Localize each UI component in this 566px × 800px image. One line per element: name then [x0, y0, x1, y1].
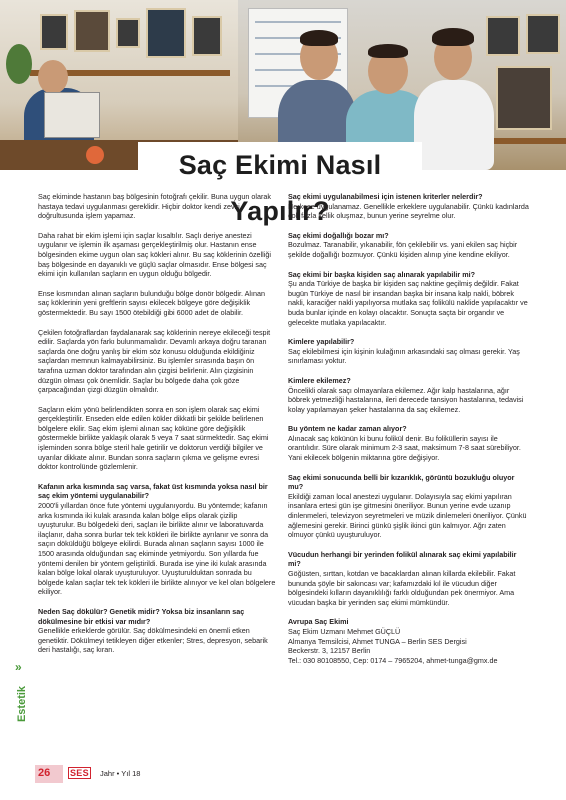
answer-text: Şu anda Türkiye de başka bir kişiden saç naktine geçilmiş değildir. Fakat bugün Türkiye de nasıl bir insandan başka bir insana kalp nakli, böbrek nakli, karaciğer nakli yapılıyorsa mutlaka saç folikülü naklide yapılacaktır ve buda bunlar içinde en kolayı olacaktır. Sonuçta saçta bir organdır ve gelecekte mutlaka yapılacaktır.: [288, 279, 528, 327]
answer-text: Genellikle erkeklerde görülür. Saç dökülmesindeki en önemli etken genetiktir. Dökülmeyi tetikleyen diğer etkenler; Stres, depresyon, sebarik deri hastalığı, saç kıran.: [38, 626, 268, 655]
qa-block: [288, 231, 530, 260]
magazine-logo: [68, 768, 91, 778]
answer-text: 2000'li yıllardan önce fute yöntemi uygulanıyordu. Bu yöntemde; kafanın arka kısmında iki kulak arasında kalan bölge elips olarak çizilip uyuşturulur. Bu bölgedeki deri, saçları ile birlikte alınır ve laboratuvarda ilaçlanır, daha sonra burlar tek tek kökleri ile birlikte ayrılanır ve sonra da saçın döküldüğü bölgeye ekilirdi. Burada alınan saçların sayısı 1000 ile 1500 arasında olduğundan saç ekiminde yetmiyordu. Son yıllarda fue yöntemi denilen bir yöntem geliştirildi. Burada ise yine iki kulak arasında kalan bölge lokal olarak uyuşturuluyor. Uyuşturulduktan sonrada bu bölgede kalan saçlar tek tek kökleri ile birlikte alınıyor ve kel olan bölgelere ekiliyor.: [38, 501, 276, 597]
qa-block: [288, 376, 530, 414]
answer-text: Göğüsten, sırttan, kotdan ve bacaklardan alınan killarda ekilebilir. Fakat bununda şöyle bir sakıncası var; kafamızdaki kıl ile vücudun diğer bölgesindeki kılların dayanıklılığı farklı olduğundan pek önermiyor. Ama vücudan başka bir yerinden saç ekimi mümkündür.: [288, 569, 516, 607]
answer-text: Alınacak saç kökünün ki bunu folikül denir. Bu foliküllerin sayısı ile orantılıdır. Süre olarak minimum 2-3 saat, maksimum 7-8 saat sürebiliyor. Yani ekilecek bölgenin miktarına göre değişiyor.: [288, 433, 521, 463]
qa-block: [38, 607, 276, 655]
question-heading: Saç ekimi doğallığı bozar mı?: [288, 230, 389, 240]
question-heading: Saç ekimi bir başka kişiden saç alınarak yapılabilir mi?: [288, 269, 475, 279]
paragraph: Saçların ekim yönü belirlendikten sonra en son işlem olarak saç ekimi gerçekleştirilir. Enseden elde edilen kökler dikkatli bir şekilde belirlenen bölgelere ekilir. Saç ekim işlemi alınan saç köküne göre değişiklik göstermekle birlikte yaklaşık olarak 5 veya 7 saat sürmektedir. Saç ekimi işleminden sonra bölge steril hale getirilir ve doktorun verdiği bilgiler ve uyarılar dikkate alınır. Bundan sonra saçların çıkma ve gelişme evresi doktor kontrolünde gözlemlenir.: [38, 404, 269, 472]
paragraph: Ense kısmından alınan saçların bulunduğu bölge donör bölgedir. Alınan saç köklerinin yeni greftlerin sayısı ekilecek bölgeye göre değişiklik göstermektedir. Bu sayı 1500 ötebildiği gibi 6000 adet de olabilir.: [38, 288, 265, 317]
answer-text: Herkese uygulanamaz. Genellikle erkeklere uygulanabilir. Çünkü kadınlarda çok fazla kellik oluşmaz, bunun yerine seyrelme olur.: [288, 201, 529, 221]
question-heading: Kimlere yapılabilir?: [288, 337, 355, 347]
author-line: Avrupa Saç Ekimi: [288, 617, 349, 627]
qa-block: [288, 270, 530, 328]
author-line: Almanya Temsilcisi, Ahmet TUNGA – Berlin SES Dergisi: [288, 636, 467, 646]
section-label: Estetik: [16, 685, 28, 723]
page-footer: [0, 762, 566, 800]
qa-block: [288, 337, 530, 366]
question-heading: Kafanın arka kısmında saç varsa, fakat üst kısmında yoksa nasıl bir saç ekim yöntemi uygulanabilir?: [38, 481, 268, 501]
author-line: Beckerstr. 3, 12157 Berlin: [288, 646, 371, 656]
qa-block: [38, 482, 276, 597]
qa-block: [288, 192, 530, 221]
answer-text: Ekildiği zaman local anestezi uygulanır. Dolayısıyla saç ekimi yapılıran insanlara ertesi gün işe gitmesini öneriliyor. Bunun yerine evde uzanıp dinlenmeleri, televizyon seyretmeleri ve müzik dinlemeleri öneriliyor. Çünkü ağlemesini gerekir. Birinci günkü şişlik ikinci gün kalmıyor. Ağrı zaten olmuyor çünkü uyuşturuluyor.: [288, 491, 527, 540]
left-column: [38, 192, 276, 665]
question-heading: Bu yöntem ne kadar zaman alıyor?: [288, 424, 407, 434]
logo-text: SES: [70, 768, 89, 778]
qa-block: [288, 424, 530, 462]
issue-label: Jahr • Yıl 18: [100, 769, 141, 778]
author-line: Tel.: 030 80108550, Cep: 0174 – 7965204, ahmet-tunga@gmx.de: [288, 655, 498, 665]
paragraph: Daha rahat bir ekim işlemi için saçlar kısaltılır. Saçlı deriye anestezi uygulanır ve işlemin ilk aşaması gerçekleştirilmiş olur. Hastanın ense bölgesinden ekime uygun olan saç kökleri alınır. Bu saç köklerinin özelliği baş bölgesinde en dayanıklı ve güçlü saçlar olmasıdır. Ense bölgesi saç ekimi için kullanılan saçların en uygun olduğu bölgedir.: [38, 230, 271, 279]
section-tab: [14, 660, 26, 732]
author-line: Saç Ekim Uzmanı Mehmet GÜÇLÜ: [288, 626, 401, 636]
page-number: 26: [38, 767, 51, 779]
right-column: [288, 192, 530, 665]
answer-text: Öncelikli olarak saçı olmayanlara ekilemez. Ağır kalp hastalarına, ağır böbrek yetmezliği hastalarına, ileri derecede tansiyon hastalarına, tedavisi kolay yapılamayan şeker hastalarına da saç ekilemez.: [288, 385, 524, 414]
answer-text: Bozulmaz. Taranabilir, yıkanabilir, fön çekilebilir vs. yani ekilen saç hiçbir şekilde doğallığı bozmuyor. Çünkü kişiden alınıp yine kendine ekiliyor.: [288, 240, 518, 259]
answer-text: Saç ekilebilmesi için kişinin kulağının arkasındaki saç olması gerekir. Yaş sınırlaması yoktur.: [288, 346, 520, 366]
question-heading: Neden Saç dökülür? Genetik midir? Yoksa biz insanların saç dökülmesine bir etkisi var mıdır?: [38, 606, 245, 626]
question-heading: Vücudun herhangi bir yerinden folikül alınarak saç ekimi yapılabilir mi?: [288, 549, 517, 569]
question-heading: Saç ekimi uygulanabilmesi için istenen kriterler nelerdir?: [288, 192, 483, 201]
paragraph: Çekilen fotoğraflardan faydalanarak saç köklerinin nereye ekileceği tespit edilir. Saçlarda yön farkı bulunmamalıdır. Devamlı arkaya doğru taranan saçlarda öne doğru yanlış bir ekim söz konusu olduğunda ekildiğiniz saçlardan memnun kalmayabilirsiniz. Bu işlemler sırasında başın ön tarafına uzman doktor tarafından alın çizgisi belirlenir. Alın çizgisinin düzgün olması çok önemlidir. Saçlar bu bölgede daha çok göze çarpacağından çizgi düzgün olmalıdır.: [38, 327, 271, 395]
paragraph: Saç ekiminde hastanın baş bölgesinin fotoğrafı çekilir. Buna uygun olarak hastaya tedavi uygulanması gereklidir. Hiçbir doktor kendi zevki doğrultusunda işlem yapamaz.: [38, 192, 271, 221]
question-heading: Kimlere ekilemez?: [288, 375, 351, 385]
question-heading: Saç ekimi sonucunda belli bir kızarıklık, görüntü bozukluğu oluyor mu?: [288, 472, 515, 492]
qa-block: [288, 473, 530, 540]
author-block: [288, 617, 530, 665]
page-title: Saç Ekimi Nasıl Yapılır?: [138, 142, 422, 188]
qa-block: [288, 550, 530, 608]
double-chevron-icon: »: [15, 660, 22, 674]
